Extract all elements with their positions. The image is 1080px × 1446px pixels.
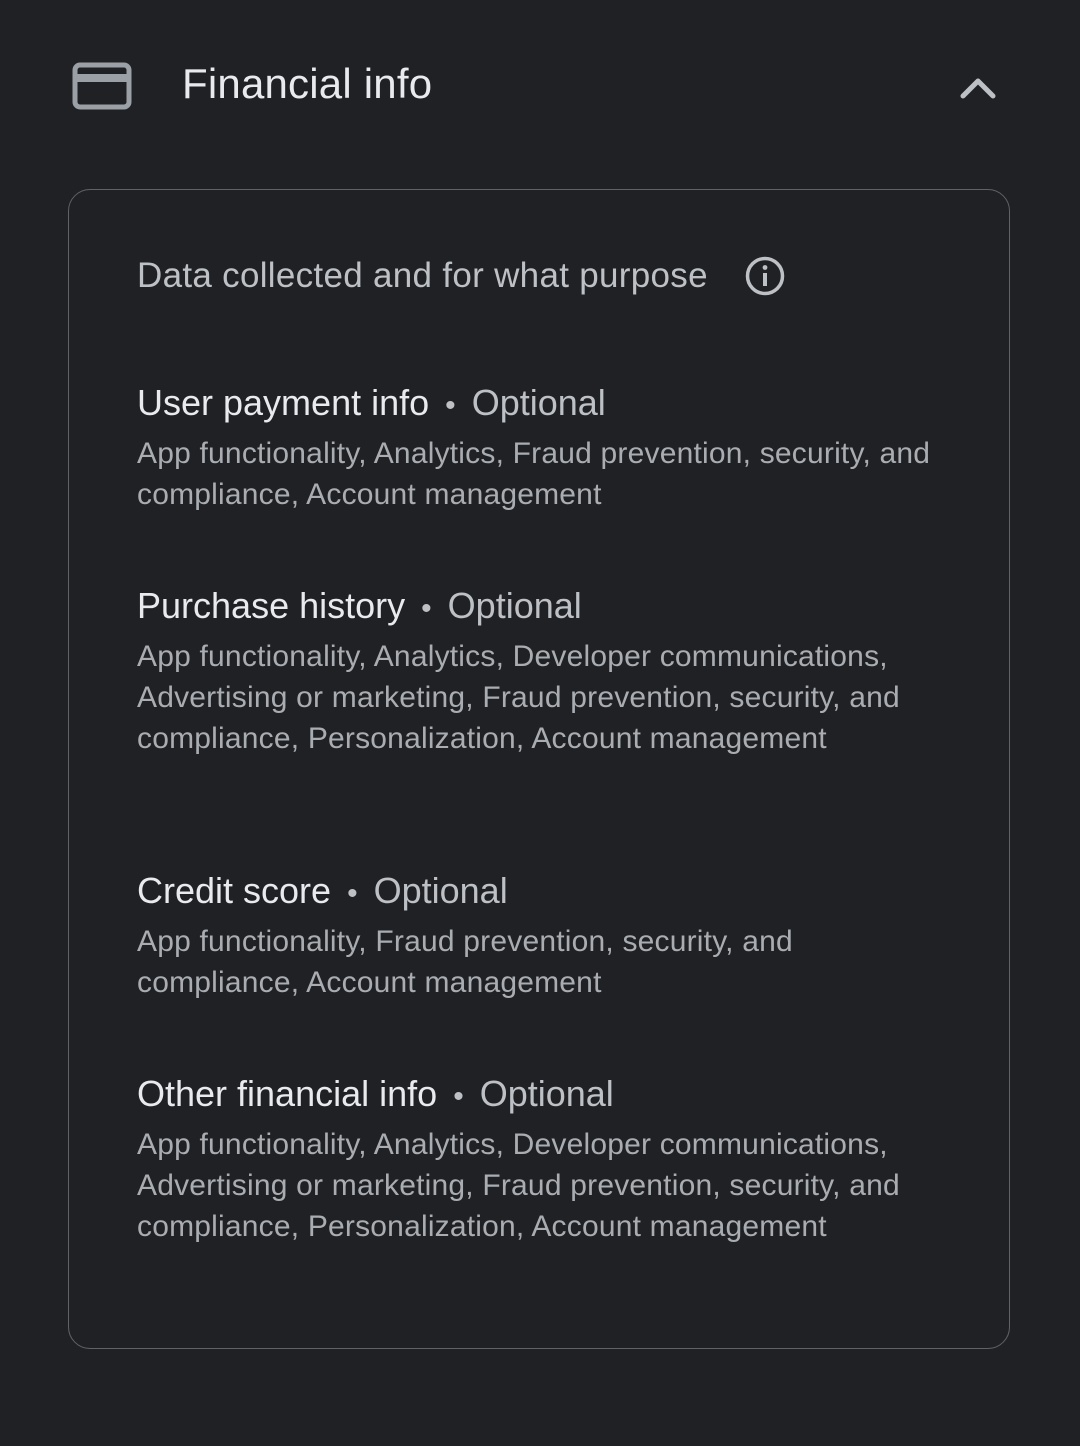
data-collected-panel <box>68 189 1010 1349</box>
item-name: Other financial info <box>137 1073 438 1114</box>
item-status: Optional <box>373 870 508 911</box>
info-icon[interactable] <box>744 255 786 297</box>
panel-heading <box>137 254 786 298</box>
list-item-other-financial-info <box>137 1071 957 1247</box>
item-separator: • <box>445 389 456 422</box>
item-status: Optional <box>471 382 606 423</box>
item-name: User payment info <box>137 382 430 423</box>
item-purposes: App functionality, Fraud prevention, security, and compliance, Account management <box>137 925 793 999</box>
item-name: Purchase history <box>137 585 406 626</box>
list-item-credit-score <box>137 868 957 1003</box>
item-name: Credit score <box>137 870 332 911</box>
item-purposes: App functionality, Analytics, Developer communications, Advertising or marketing, Fraud prevention, security, and compliance, Personalization, Account management <box>137 1128 900 1243</box>
financial-info-header[interactable] <box>0 0 1080 170</box>
item-purposes: App functionality, Analytics, Fraud prevention, security, and compliance, Account management <box>137 437 931 511</box>
section-title: Financial info <box>182 60 433 107</box>
item-separator: • <box>347 877 358 910</box>
panel-heading-text: Data collected and for what purpose <box>137 256 708 295</box>
chevron-up-icon[interactable] <box>956 66 1000 110</box>
item-separator: • <box>453 1080 464 1113</box>
list-item-user-payment-info <box>137 380 957 515</box>
credit-card-icon <box>72 62 132 110</box>
item-purposes: App functionality, Analytics, Developer communications, Advertising or marketing, Fraud prevention, security, and compliance, Personalization, Account management <box>137 640 900 755</box>
item-status: Optional <box>479 1073 614 1114</box>
item-separator: • <box>421 592 432 625</box>
list-item-purchase-history <box>137 583 957 759</box>
item-status: Optional <box>447 585 582 626</box>
